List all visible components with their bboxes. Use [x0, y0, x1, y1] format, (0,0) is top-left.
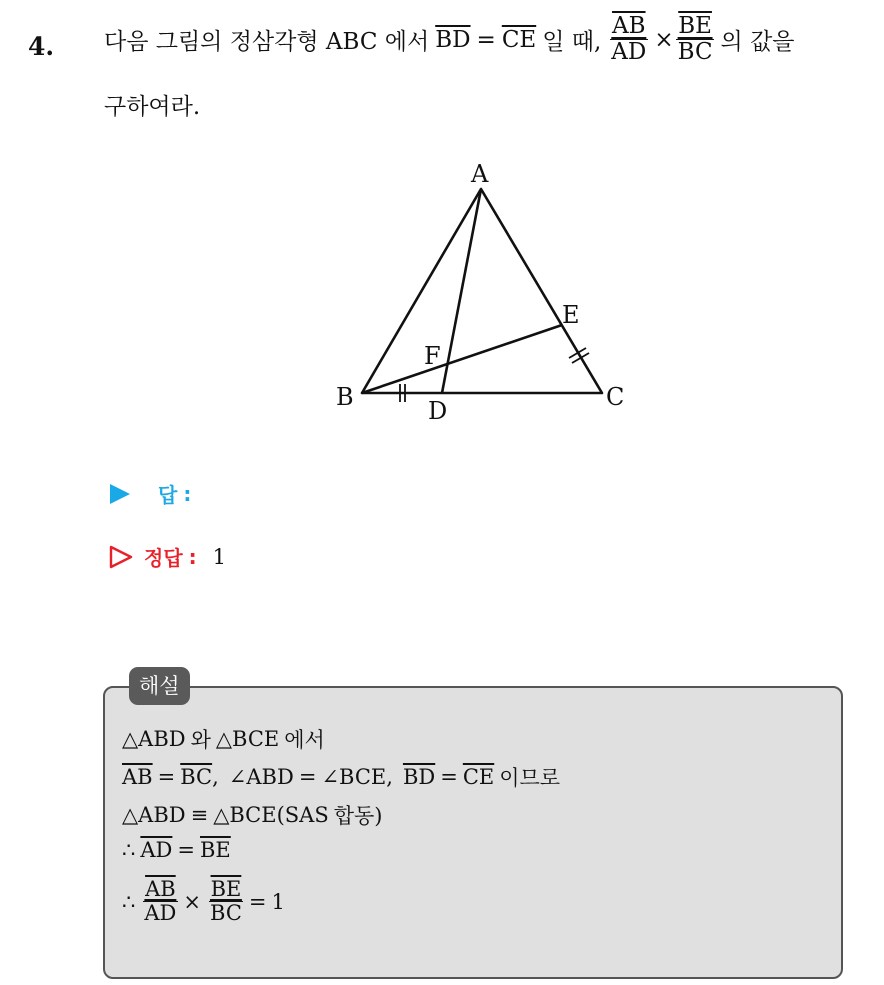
fraction-1-numerator: $\overline{AB}$	[612, 13, 646, 39]
solution-fraction-2	[208, 878, 244, 925]
eq-2: =	[298, 765, 317, 789]
seg-bd: $\overline{BD}$	[402, 765, 436, 789]
text-and: 와	[190, 728, 211, 752]
text-therefore-so: 이므로	[499, 766, 561, 790]
triangle-abd: △ABD	[122, 727, 186, 751]
segment-be-line	[362, 325, 562, 393]
answer-row	[108, 479, 191, 508]
question-line-2: 구하여라.	[104, 94, 201, 120]
solution-line-2	[122, 762, 565, 792]
segment-ad-line	[442, 189, 481, 393]
vertex-label-c: C	[606, 383, 625, 411]
answer-label: 답	[158, 483, 178, 507]
play-filled-icon	[108, 482, 132, 506]
angle-bce: ∠BCE,	[321, 765, 393, 789]
equals-sign: =	[476, 26, 496, 53]
triangle-figure	[320, 155, 640, 435]
seg-ab: $\overline{AB}$	[122, 765, 153, 789]
fraction-2-denominator: BC	[677, 39, 713, 66]
triangle-abc	[362, 189, 602, 393]
question-line-1	[104, 14, 801, 66]
triangle-bce: △BCE	[215, 727, 280, 751]
fraction-ab-ad	[609, 14, 648, 66]
point-label-f: F	[424, 342, 441, 370]
solution-line-5	[122, 878, 290, 925]
fraction-be-bc	[676, 14, 715, 66]
eq-3: =	[440, 765, 458, 789]
solution-times: ×	[183, 889, 201, 914]
correct-answer-value: 1	[212, 544, 227, 569]
solution-tag: 해설	[129, 667, 190, 705]
correct-answer-label: 정답	[144, 546, 183, 570]
solution-frac-1-num: $\overline{AB}$	[145, 877, 176, 901]
point-label-e: E	[562, 301, 580, 329]
times-sign: ×	[654, 26, 674, 53]
therefore-symbol-2: ∴	[122, 889, 136, 914]
solution-value: 1	[271, 889, 285, 914]
seg-ce: $\overline{CE}$	[462, 765, 495, 789]
answer-colon: :	[183, 481, 192, 506]
correct-answer-colon: :	[188, 544, 197, 569]
comma-1: ,	[212, 765, 219, 789]
solution-fraction-1	[142, 878, 178, 925]
vertex-label-a: A	[471, 160, 489, 188]
solution-eq: =	[248, 889, 267, 914]
fraction-2-numerator: $\overline{BE}$	[678, 13, 712, 39]
vertex-label-b: B	[336, 383, 354, 411]
segment-bd: $\overline{BD}$	[435, 26, 471, 53]
triangle-abd-2: △ABD	[122, 803, 186, 827]
question-text-pre: 다음 그림의 정삼각형 ABC 에서	[104, 29, 430, 56]
play-outline-icon	[108, 544, 134, 570]
solution-frac-1-den: AD	[144, 901, 177, 926]
angle-abd: ∠ABD	[228, 765, 294, 789]
fraction-1-denominator: AD	[611, 39, 647, 66]
solution-frac-2-den: BC	[210, 901, 242, 926]
segment-ce: $\overline{CE}$	[501, 26, 537, 53]
seg-ad: $\overline{AD}$	[140, 838, 173, 862]
seg-be: $\overline{BE}$	[200, 838, 231, 862]
therefore-symbol: ∴	[122, 838, 136, 862]
question-number: 4.	[28, 32, 55, 61]
solution-line-4	[122, 838, 236, 862]
text-congruence: 합동)	[333, 804, 383, 828]
correct-answer-row	[108, 542, 226, 571]
triangle-bce-sas: △BCE(SAS	[213, 803, 329, 827]
solution-line-3	[122, 800, 387, 830]
eq-4: =	[177, 838, 195, 862]
question-text-value: 의 값을	[720, 29, 795, 56]
question-text-when: 일 때,	[542, 29, 602, 56]
eq-1: =	[157, 765, 176, 789]
congruent-sign: ≡	[190, 803, 209, 827]
solution-line-1	[122, 724, 330, 754]
text-in: 에서	[284, 728, 325, 752]
point-label-d: D	[428, 397, 448, 425]
seg-bc: $\overline{BC}$	[180, 765, 213, 789]
solution-frac-2-num: $\overline{BE}$	[210, 877, 242, 901]
